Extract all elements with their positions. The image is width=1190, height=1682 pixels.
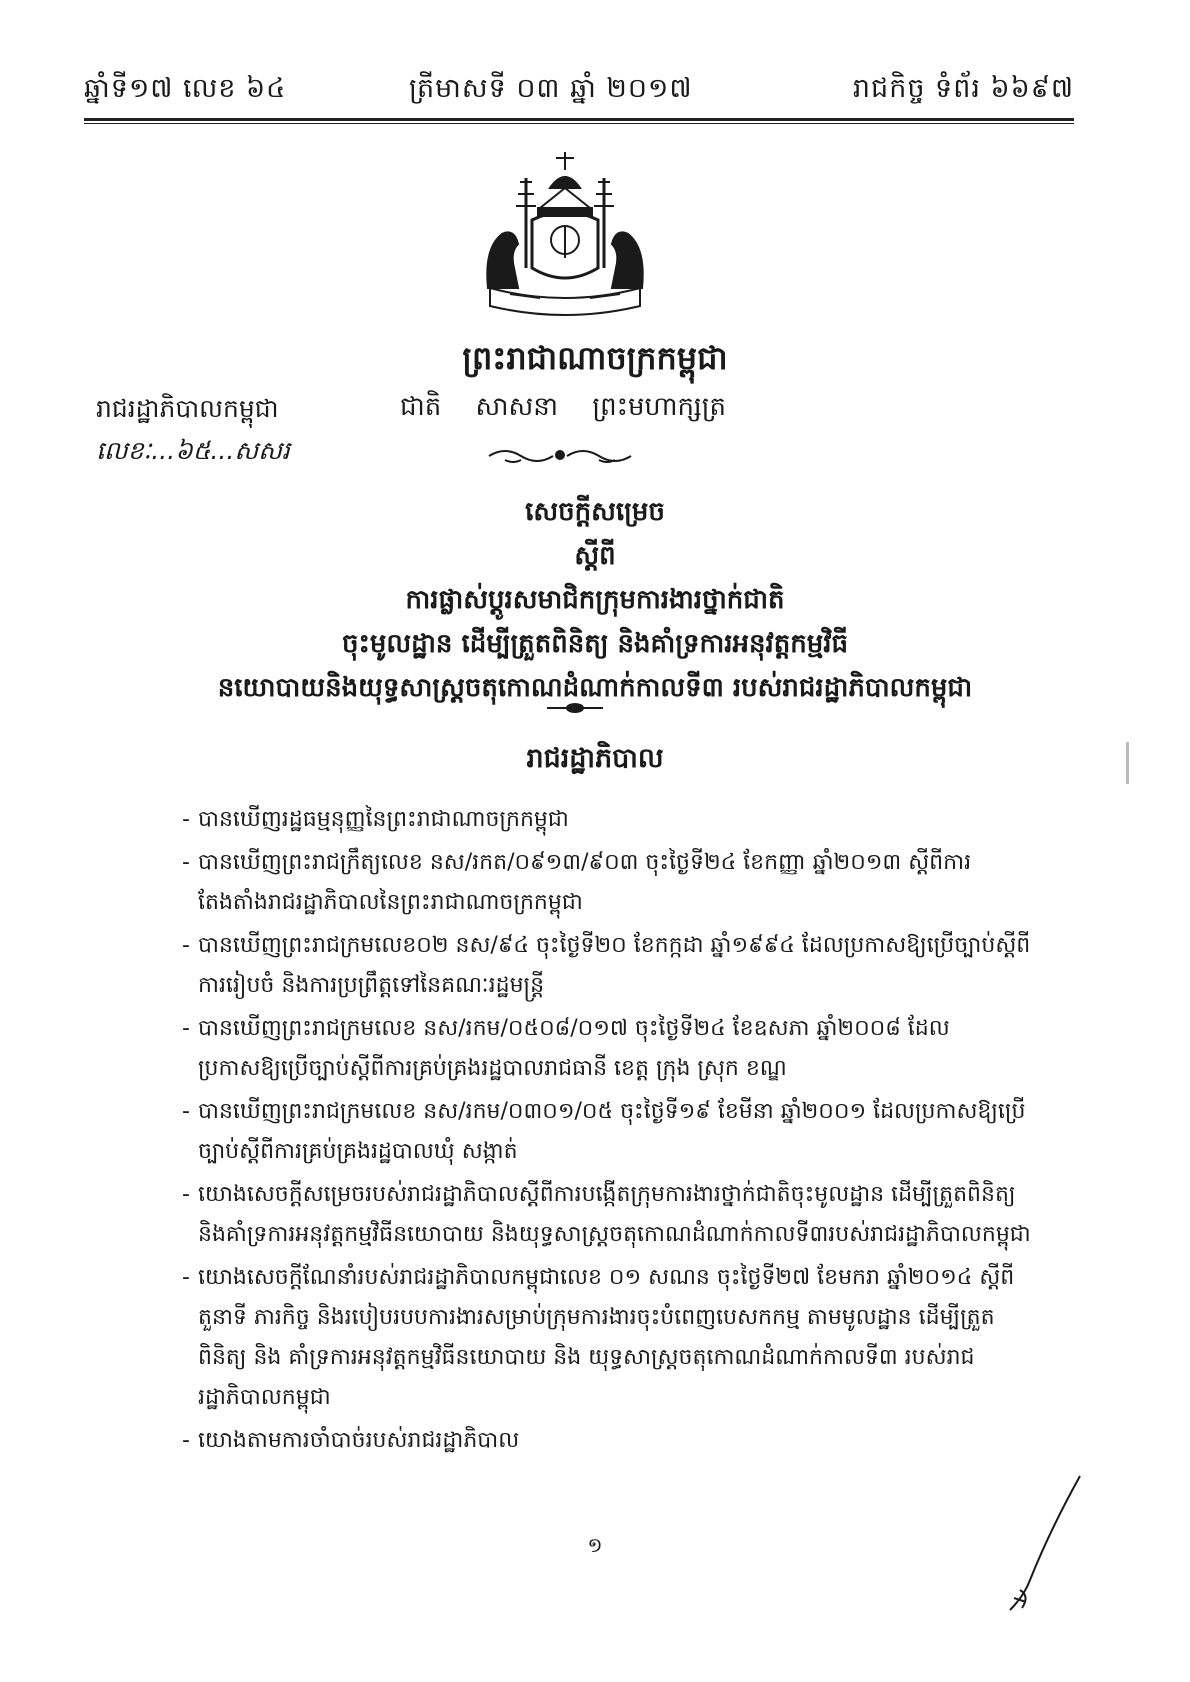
decision-title-line: នយោបាយនិងយុទ្ធសាស្ត្រចតុកោណដំណាក់កាលទី៣ របស់រាជរដ្ឋាភិបាលកម្ពុជា — [217, 673, 973, 703]
motto-king: ព្រះមហាក្សត្រ — [592, 392, 727, 422]
gazette-quarter: ត្រីមាសទី ០៣ ឆ្នាំ ២០១៧ — [409, 73, 693, 104]
recital-item: - បានឃើញរដ្ឋធម្មនុញ្ញនៃព្រះរាជាណាចក្រកម្ពុជា — [182, 807, 569, 832]
scan-edge-mark — [1126, 742, 1129, 784]
decision-title-block — [0, 490, 1190, 710]
decision-type: សេចក្តីសម្រេច — [525, 497, 665, 527]
gazette-year-issue: ឆ្នាំទី១៧ លេខ ៦៤ — [84, 73, 287, 104]
recital-item: - យោងសេចក្តីណែនាំរបស់រាជរដ្ឋាភិបាលកម្ពុជាលេខ ០១ សណន ចុះថ្ងៃទី២៧ ខែមករា ឆ្នាំ២០១៤ ស្តីពីតួនាទី ភារកិច្ច និងរបៀបរបបការងារសម្រាប់ក្រុមការងារចុះបំពេញបេសកកម្ម តាមមូលដ្ឋាន ដើម្បីត្រួតពិនិត្យ និង គាំទ្រការអនុវត្តកម្មវិធីនយោបាយ និង យុទ្ធសាស្ត្រចតុកោណដំណាក់កាលទី៣ របស់រាជរដ្ឋាភិបាលកម្ពុជា — [182, 1265, 1015, 1410]
recital-text: យោងសេចក្តីណែនាំរបស់រាជរដ្ឋាភិបាលកម្ពុជាលេខ ០១ សណន ចុះថ្ងៃទី២៧ ខែមករា ឆ្នាំ២០១៤ ស្តីពីតួនាទី ភារកិច្ច និងរបៀបរបបការងារសម្រាប់ក្រុមការងារចុះបំពេញបេសកកម្ម តាមមូលដ្ឋាន ដើម្បីត្រួតពិនិត្យ និង គាំទ្រការអនុវត្តកម្មវិធីនយោបាយ និង យុទ្ធសាស្ត្រចតុកោណដំណាក់កាលទី៣ របស់រាជរដ្ឋាភិបាលកម្ពុជា — [198, 1265, 1015, 1410]
recital-item: - យោងតាមការចាំបាច់របស់រាជរដ្ឋាភិបាល — [182, 1428, 520, 1453]
recital-text: បានឃើញព្រះរាជក្រមលេខ០២ នស/៩៤ ចុះថ្ងៃទី២០ ខែកក្កដា ឆ្នាំ១៩៩៤ ដែលប្រកាសឱ្យប្រើច្បាប់ស្តីពីការរៀបចំ និងការប្រព្រឹត្តទៅនៃគណៈរដ្ឋមន្ត្រី — [198, 933, 1031, 998]
decision-title-line: ចុះមូលដ្ឋាន ដើម្បីត្រួតពិនិត្យ និងគាំទ្រការអនុវត្តកម្មវិធី — [341, 629, 849, 659]
recital-text: យោងសេចក្តីសម្រេចរបស់រាជរដ្ឋាភិបាលស្តីពីការបង្កើតក្រុមការងារថ្នាក់ជាតិចុះមូលដ្ឋាន ដើម្បីត្រួតពិនិត្យនិងគាំទ្រការអនុវត្តកម្មវិធីនយោបាយ និងយុទ្ធសាស្ត្រចតុកោណដំណាក់កាលទី៣របស់រាជរដ្ឋាភិបាលកម្ពុជា — [198, 1182, 1031, 1247]
header-divider — [84, 118, 1074, 124]
gazette-header — [84, 72, 1074, 122]
recital-text: បានឃើញព្រះរាជក្រឹត្យលេខ នស/រកត/០៩១៣/៩០៣ ចុះថ្ងៃទី២៤ ខែកញ្ញា ឆ្នាំ២០១៣ ស្តីពីការតែងតាំងរាជរដ្ឋាភិបាលនៃព្រះរាជាណាចក្រកម្ពុជា — [198, 850, 972, 915]
section-heading: រាជរដ្ឋាភិបាល — [526, 743, 664, 774]
recital-text: បានឃើញព្រះរាជក្រមលេខ នស/រកម/០៣០១/០៥ ចុះថ្ងៃទី១៩ ខែមីនា ឆ្នាំ២០០១ ដែលប្រកាសឱ្យប្រើច្បាប់ស្តីពីការគ្រប់គ្រងរដ្ឋបាលឃុំ សង្កាត់ — [198, 1099, 1026, 1164]
recital-text: បានឃើញព្រះរាជក្រមលេខ នស/រកម/០៥០៨/០១៧ ចុះថ្ងៃទី២៤ ខែឧសភា ឆ្នាំ២០០៨ ដែលប្រកាសឱ្យប្រើច្បាប់ស្តីពីការគ្រប់គ្រងរដ្ឋបាលរាជធានី ខេត្ត ក្រុង ស្រុក ខណ្ឌ — [198, 1016, 950, 1081]
recital-item: - បានឃើញព្រះរាជក្រឹត្យលេខ នស/រកត/០៩១៣/៩០៣ ចុះថ្ងៃទី២៤ ខែកញ្ញា ឆ្នាំ២០១៣ ស្តីពីការតែងតាំងរាជរដ្ឋាភិបាលនៃព្រះរាជាណាចក្រកម្ពុជា — [182, 850, 972, 915]
decision-about: ស្តីពី — [574, 541, 616, 571]
recital-item: - បានឃើញព្រះរាជក្រមលេខ នស/រកម/០៥០៨/០១៧ ចុះថ្ងៃទី២៤ ខែឧសភា ឆ្នាំ២០០៨ ដែលប្រកាសឱ្យប្រើច្បាប់ស្តីពីការគ្រប់គ្រងរដ្ឋបាលរាជធានី ខេត្ត ក្រុង ស្រុក ខណ្ឌ — [182, 1016, 950, 1081]
motto-religion: សាសនា — [475, 392, 559, 422]
issuing-authority — [96, 388, 290, 472]
initial-signature-mark — [990, 1470, 1090, 1620]
decision-title-line: ការផ្លាស់ប្តូរសមាជិកក្រុមការងារថ្នាក់ជាតិ — [405, 585, 785, 615]
decorative-ornament-icon — [485, 442, 635, 468]
national-motto — [400, 390, 752, 428]
recital-item: - យោងសេចក្តីសម្រេចរបស់រាជរដ្ឋាភិបាលស្តីពីការបង្កើតក្រុមការងារថ្នាក់ជាតិចុះមូលដ្ឋាន ដើម្បីត្រួតពិនិត្យនិងគាំទ្រការអនុវត្តកម្មវិធីនយោបាយ និងយុទ្ធសាស្ត្រចតុកោណដំណាក់កាលទី៣របស់រាជរដ្ឋាភិបាលកម្ពុជា — [182, 1182, 1031, 1247]
divider-ornament-icon — [545, 700, 605, 716]
kingdom-name: ព្រះរាជាណាចក្រកម្ពុជា — [462, 339, 728, 377]
recital-item: - បានឃើញព្រះរាជក្រមលេខ នស/រកម/០៣០១/០៥ ចុះថ្ងៃទី១៩ ខែមីនា ឆ្នាំ២០០១ ដែលប្រកាសឱ្យប្រើច្បាប់ស្តីពីការគ្រប់គ្រងរដ្ឋបាលឃុំ សង្កាត់ — [182, 1099, 1026, 1164]
recital-item: - បានឃើញព្រះរាជក្រមលេខ០២ នស/៩៤ ចុះថ្ងៃទី២០ ខែកក្កដា ឆ្នាំ១៩៩៤ ដែលប្រកាសឱ្យប្រើច្បាប់ស្តីពីការរៀបចំ និងការប្រព្រឹត្តទៅនៃគណៈរដ្ឋមន្ត្រី — [182, 933, 1031, 998]
recital-text: យោងតាមការចាំបាច់របស់រាជរដ្ឋាភិបាល — [198, 1428, 520, 1453]
recitals-list — [182, 800, 1032, 1464]
page-number: ១ — [587, 1533, 603, 1557]
government-name: រាជរដ្ឋាភិបាលកម្ពុជា — [96, 394, 279, 423]
gazette-page-ref: រាជកិច្ច ទំព័រ ៦៦៩៧ — [852, 73, 1074, 104]
royal-coat-of-arms-icon — [470, 148, 660, 318]
motto-nation: ជាតិ — [400, 392, 442, 422]
recital-text: បានឃើញរដ្ឋធម្មនុញ្ញនៃព្រះរាជាណាចក្រកម្ពុជា — [198, 807, 569, 832]
document-number: លេខៈ...៦៥...សសរ — [96, 436, 290, 465]
